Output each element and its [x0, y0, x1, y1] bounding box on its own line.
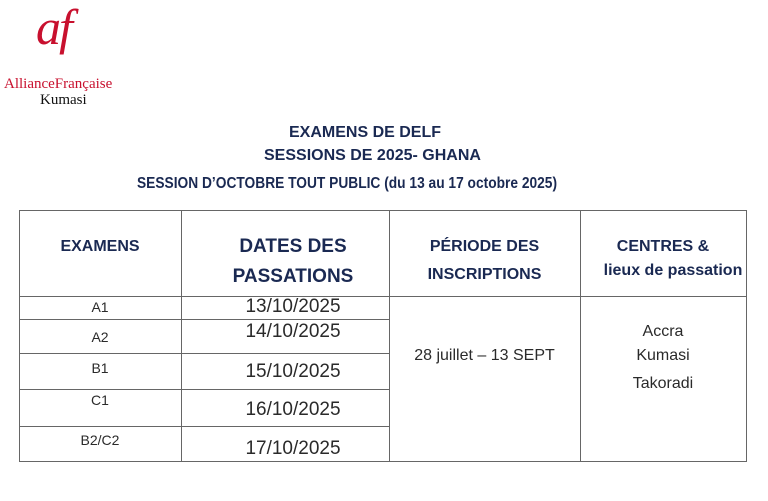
row-level: A1 — [91, 299, 109, 315]
row-divider — [19, 319, 390, 320]
af-logo-mark: af — [36, 0, 71, 55]
col-divider — [181, 210, 182, 462]
row-date: 17/10/2025 — [245, 438, 341, 459]
header-examens: EXAMENS — [60, 238, 140, 255]
row-date: 13/10/2025 — [245, 296, 341, 317]
row-divider — [19, 389, 390, 390]
row-level: A2 — [91, 329, 109, 345]
registration-period: 28 juillet – 13 SEPT — [414, 347, 555, 364]
row-date: 14/10/2025 — [245, 321, 341, 342]
row-divider — [19, 426, 390, 427]
row-date: 15/10/2025 — [245, 361, 341, 382]
table-border-bottom — [19, 461, 746, 462]
header-periode-line1: PÉRIODE DES — [429, 238, 540, 255]
centre-item: Accra — [642, 323, 684, 340]
header-periode-line2: INSCRIPTIONS — [427, 266, 542, 283]
centre-item: Takoradi — [632, 375, 694, 392]
alliance-francaise-logo — [0, 0, 140, 110]
logo-organization-name: AllianceFrançaise — [4, 76, 113, 92]
title-october-session: SESSION D’OCTOBRE TOUT PUBLIC (du 13 au 17 octobre 2025) — [137, 175, 558, 192]
row-level: B1 — [91, 360, 109, 376]
header-centres-line1: CENTRES & — [616, 238, 710, 255]
header-dates-line2: PASSATIONS — [232, 266, 354, 287]
row-divider — [19, 353, 390, 354]
row-level: C1 — [91, 392, 109, 408]
table-border-top — [19, 210, 746, 211]
centre-item: Kumasi — [636, 347, 690, 364]
header-centres-line2: lieux de passation — [603, 262, 743, 279]
logo-city: Kumasi — [40, 92, 87, 108]
row-level: B2/C2 — [80, 432, 120, 448]
table-border-right — [746, 210, 747, 462]
row-date: 16/10/2025 — [245, 399, 341, 420]
title-sessions: SESSIONS DE 2025- GHANA — [264, 147, 481, 164]
header-dates-line1: DATES DES — [239, 236, 347, 257]
title-exams: EXAMENS DE DELF — [289, 124, 442, 141]
